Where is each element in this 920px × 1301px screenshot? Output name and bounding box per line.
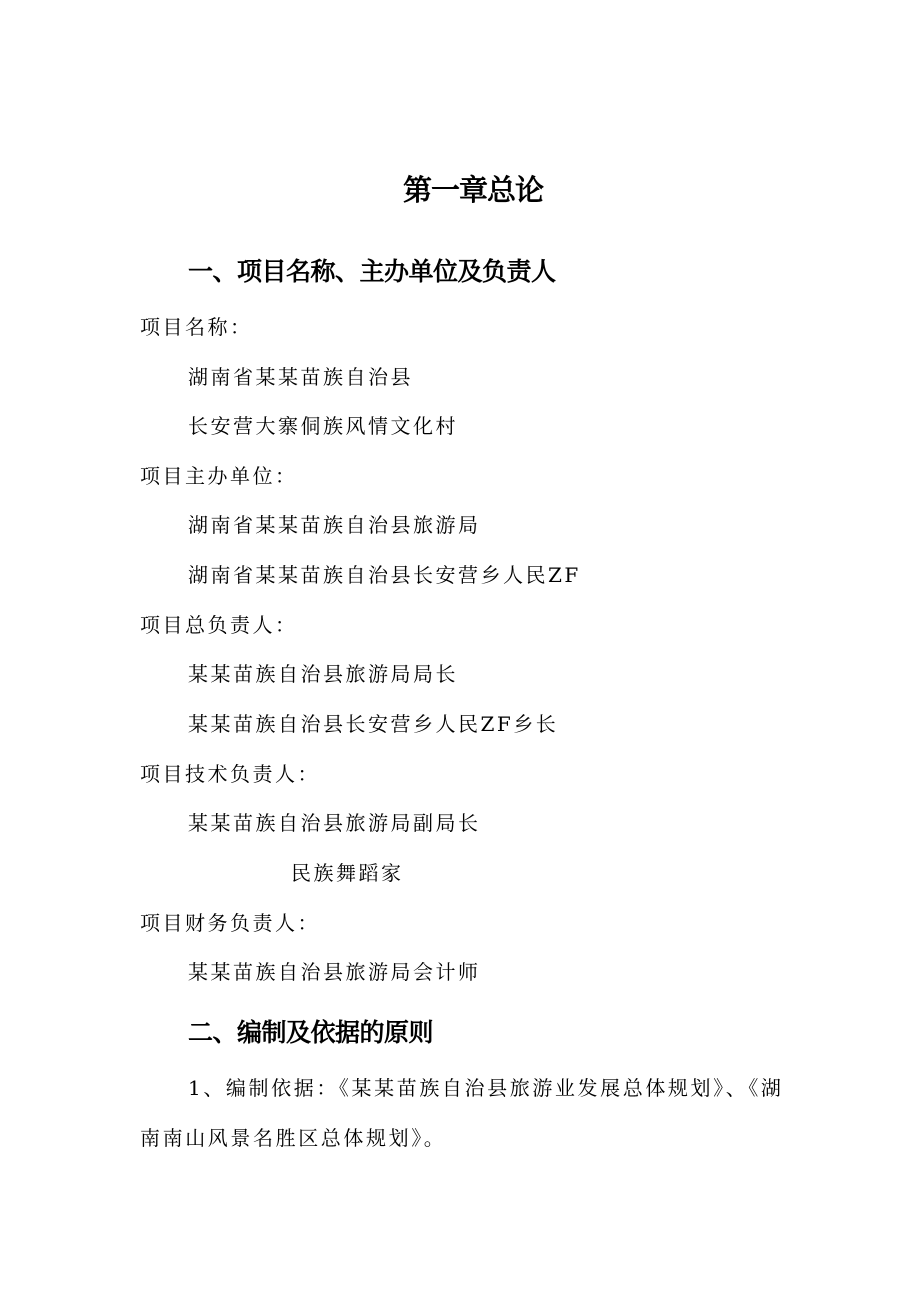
project-name-label: 项目名称： [140,315,253,339]
project-finance-leader-label: 项目财务负责人： [140,911,320,935]
project-finance-leader-line: 某某苗族自治县旅游局会计师 [188,960,481,984]
project-tech-leader-label: 项目技术负责人： [140,762,320,786]
project-name-line: 湖南省某某苗族自治县 [188,365,413,389]
basis-paragraph-line: 南南山风景名胜区总体规划》。 [140,1126,447,1150]
project-tech-leader-line: 民族舞蹈家 [291,861,404,885]
section-heading-basis: 二、编制及依据的原则 [188,1018,434,1047]
project-tech-leader-line: 某某苗族自治县旅游局副局长 [188,811,481,835]
project-sponsor-label: 项目主办单位： [140,464,298,488]
project-name-line: 长安营大寨侗族风情文化村 [188,414,458,438]
project-sponsor-line: 湖南省某某苗族自治县长安营乡人民ZF [188,563,581,587]
section-heading-project-info: 一、项目名称、主办单位及负责人 [188,257,556,286]
basis-paragraph-line: 1、编制依据：《某某苗族自治县旅游业发展总体规划》、《湖 [188,1076,784,1100]
project-sponsor-line: 湖南省某某苗族自治县旅游局 [188,513,481,537]
chapter-title: 第一章总论 [402,173,543,207]
project-leader-line: 某某苗族自治县旅游局局长 [188,662,458,686]
project-leader-line: 某某苗族自治县长安营乡人民ZF乡长 [188,712,559,736]
project-leader-label: 项目总负责人： [140,613,298,637]
